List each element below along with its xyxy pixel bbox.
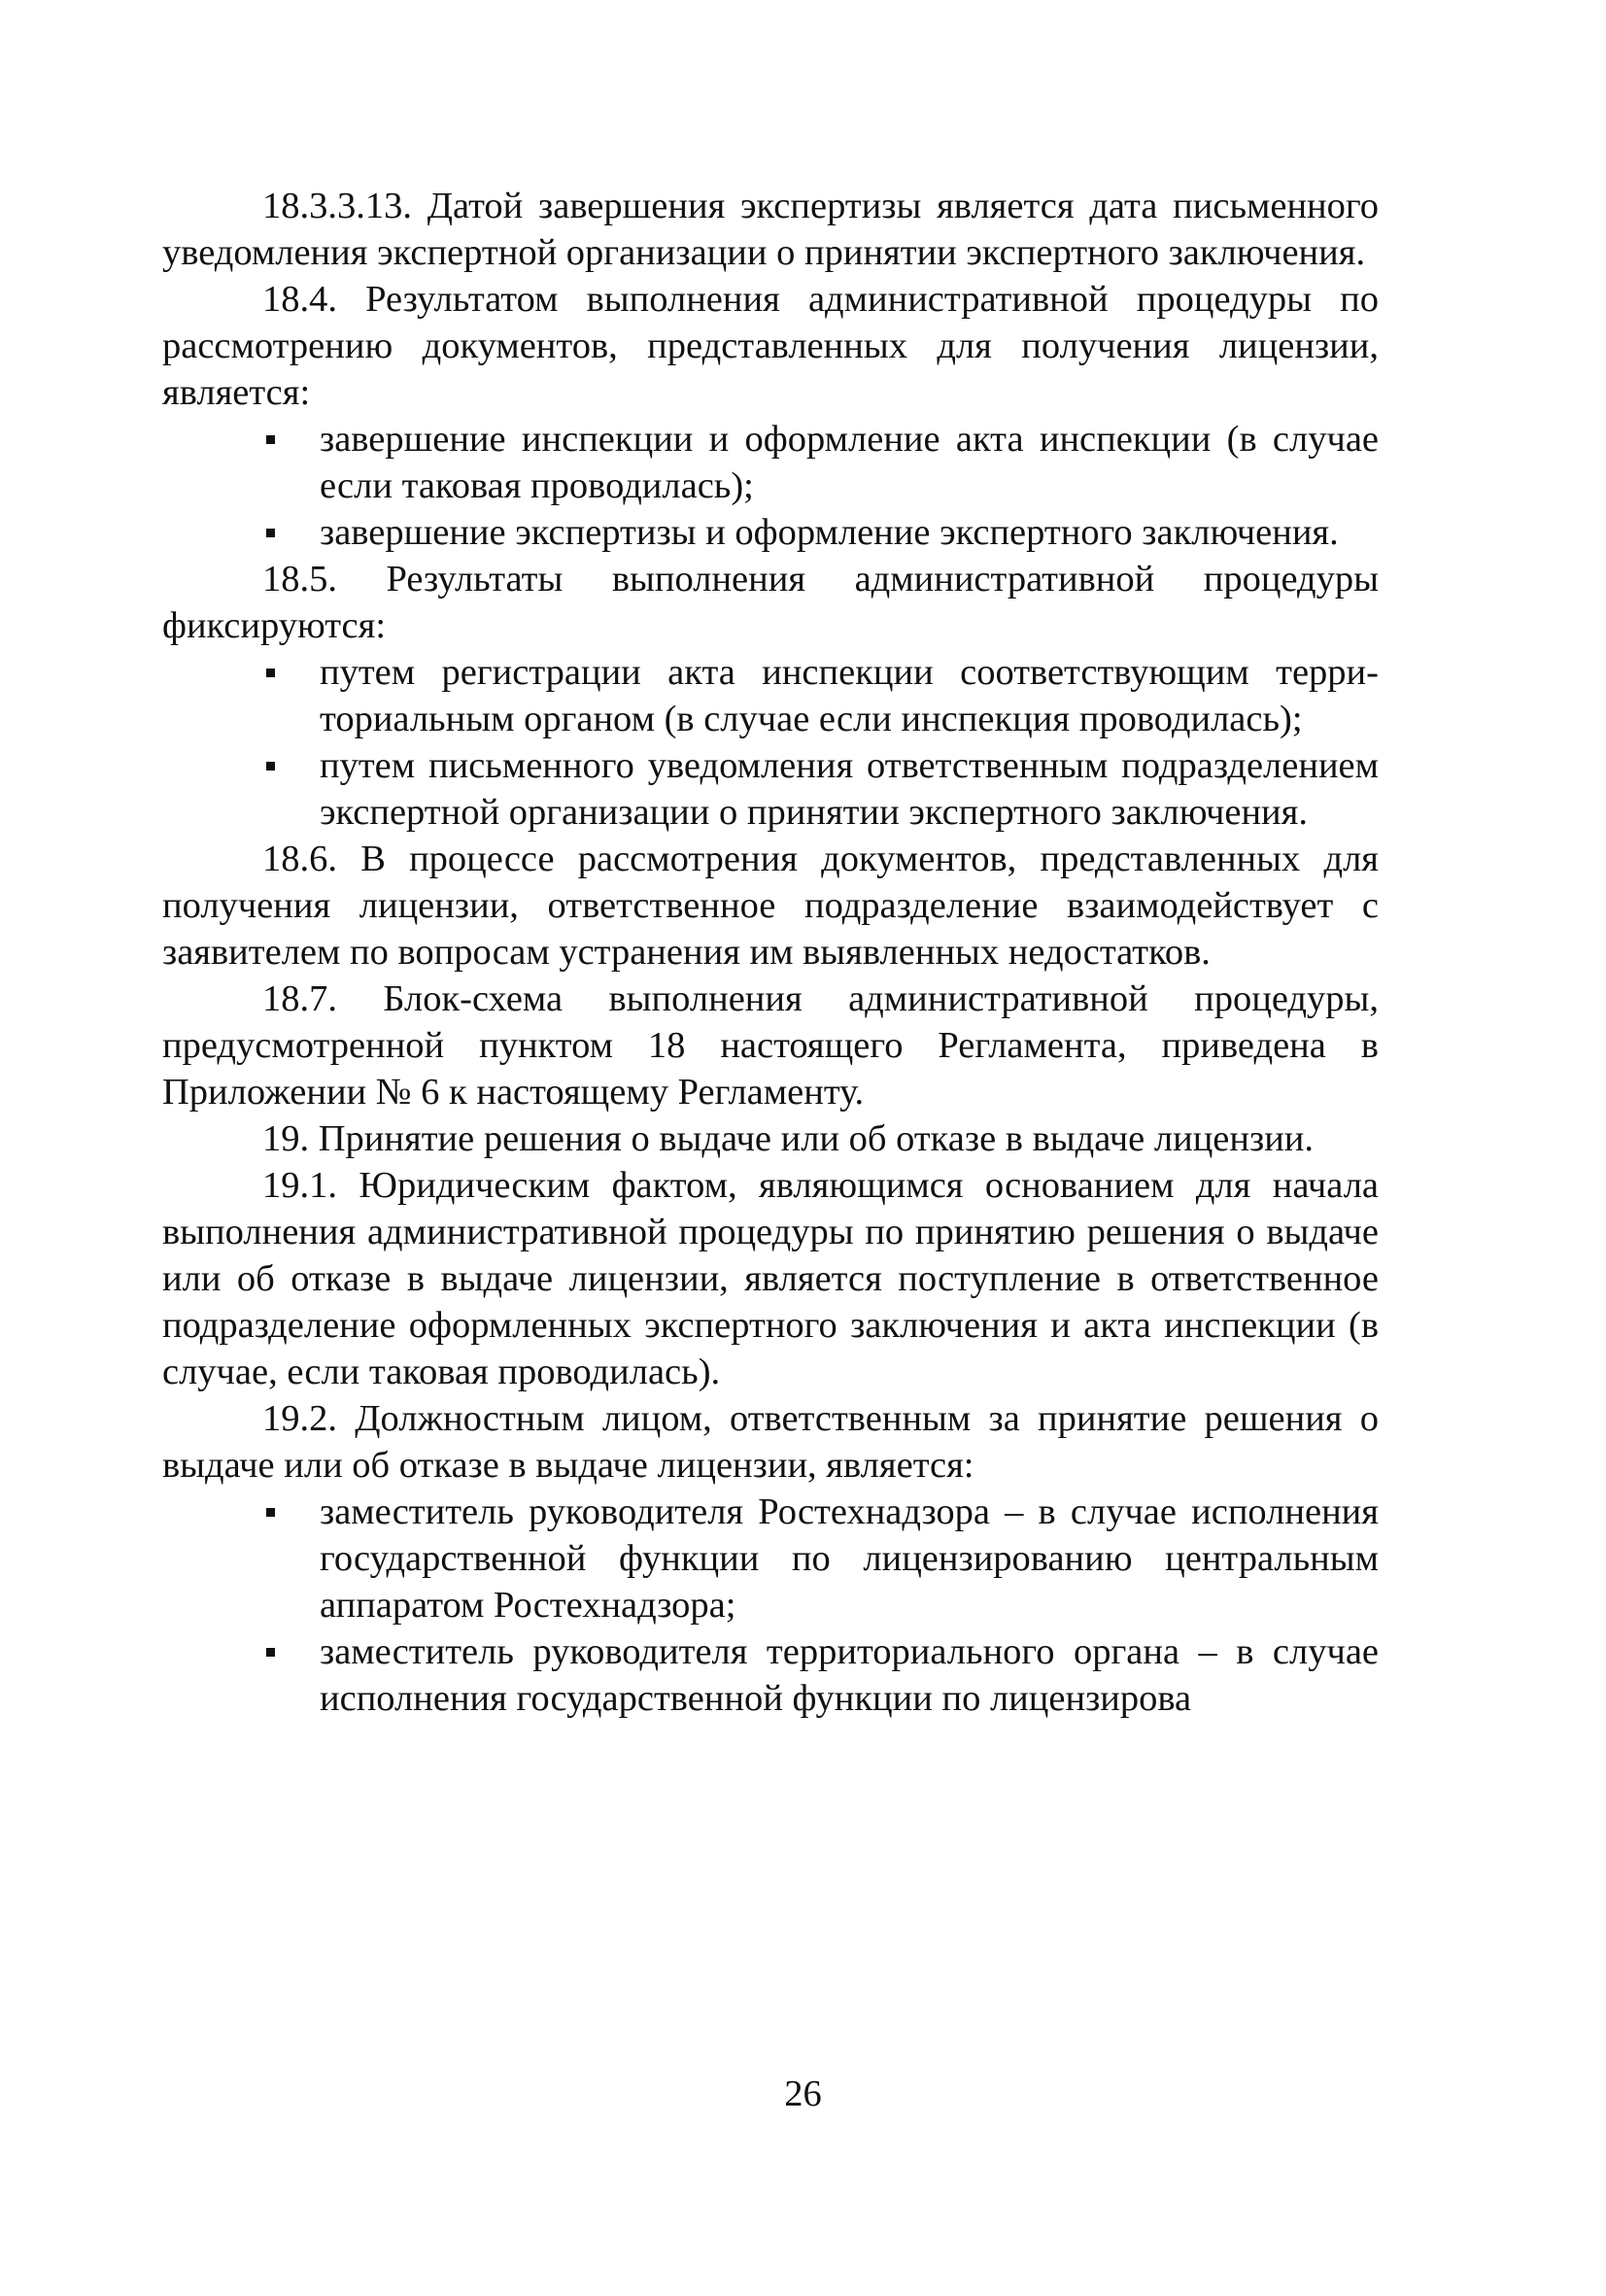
list-item-text: завершение экспертизы и оформление экспертного заключения. bbox=[320, 512, 1339, 553]
list-item-text: заместитель руководителя Ростехнадзора – в случае исполнения государственной функции по лицензированию центральным аппаратом Ростехнадзора; bbox=[320, 1491, 1379, 1626]
list-item-text: заместитель руководителя территориального органа – в случае исполнения государственной функции по лицензирова bbox=[320, 1631, 1379, 1719]
paragraph-19: 19. Принятие решения о выдаче или об отказе в выдаче лицензии. bbox=[262, 1118, 1315, 1159]
bullet-icon bbox=[266, 762, 275, 771]
bullet-list-19-2 bbox=[162, 1489, 1379, 1722]
list-item bbox=[320, 509, 1379, 556]
document-body bbox=[162, 183, 1379, 1722]
bullet-icon bbox=[266, 529, 275, 537]
bullet-icon bbox=[266, 435, 275, 444]
page-number: 26 bbox=[784, 2073, 822, 2114]
paragraph-19-1: 19.1. Юридическим фактом, являющимся основанием для начала выполнения административной процедуры по принятию решения о выдаче или об отказе в выдаче лицензии, является поступление в ответственное подразделение оформленных экспертного заключения и акта инспекции (в случае, если таковая проводилась). bbox=[162, 1165, 1379, 1392]
paragraph-19-2: 19.2. Должностным лицом, ответственным за принятие решения о выдаче или об отказе в выдаче лицензии, является: bbox=[162, 1398, 1379, 1486]
paragraph-18-6: 18.6. В процессе рассмотрения документов, представленных для получения лицензии, ответственное подразделение взаимодействует с заявителем по вопросам устранения им выявленных недостатков. bbox=[162, 839, 1379, 973]
list-item-text: путем регистрации акта инспекции соответствующим территориальным органом (в случае если инспекция проводилась); bbox=[320, 652, 1379, 739]
bullet-list-18-4 bbox=[162, 416, 1379, 556]
paragraph-18-4: 18.4. Результатом выполнения административной процедуры по рассмотрению документов, представленных для получения лицензии, является: bbox=[162, 279, 1379, 413]
list-item bbox=[320, 742, 1379, 836]
bullet-icon bbox=[266, 1508, 275, 1517]
paragraph-18-3-3-13: 18.3.3.13. Датой завершения экспертизы является дата письменного уведомления экспертной организации о принятии экспертного заключения. bbox=[162, 186, 1379, 273]
list-item-text: завершение инспекции и оформление акта инспекции (в случае если таковая проводилась); bbox=[320, 419, 1379, 506]
list-item-text: путем письменного уведомления ответственным подразделением экспертной организации о принятии экспертного заключения. bbox=[320, 745, 1379, 833]
bullet-list-18-5 bbox=[162, 649, 1379, 836]
bullet-icon bbox=[266, 668, 275, 677]
list-item bbox=[320, 649, 1379, 742]
list-item bbox=[320, 416, 1379, 509]
paragraph-18-7: 18.7. Блок-схема выполнения административной процедуры, предусмотренной пунктом 18 настоящего Регламента, приведена в Приложении № 6 к настоящему Регламенту. bbox=[162, 978, 1379, 1113]
list-item bbox=[320, 1628, 1379, 1722]
list-item bbox=[320, 1489, 1379, 1628]
paragraph-18-5: 18.5. Результаты выполнения административной процедуры фиксируются: bbox=[162, 559, 1379, 646]
bullet-icon bbox=[266, 1648, 275, 1657]
